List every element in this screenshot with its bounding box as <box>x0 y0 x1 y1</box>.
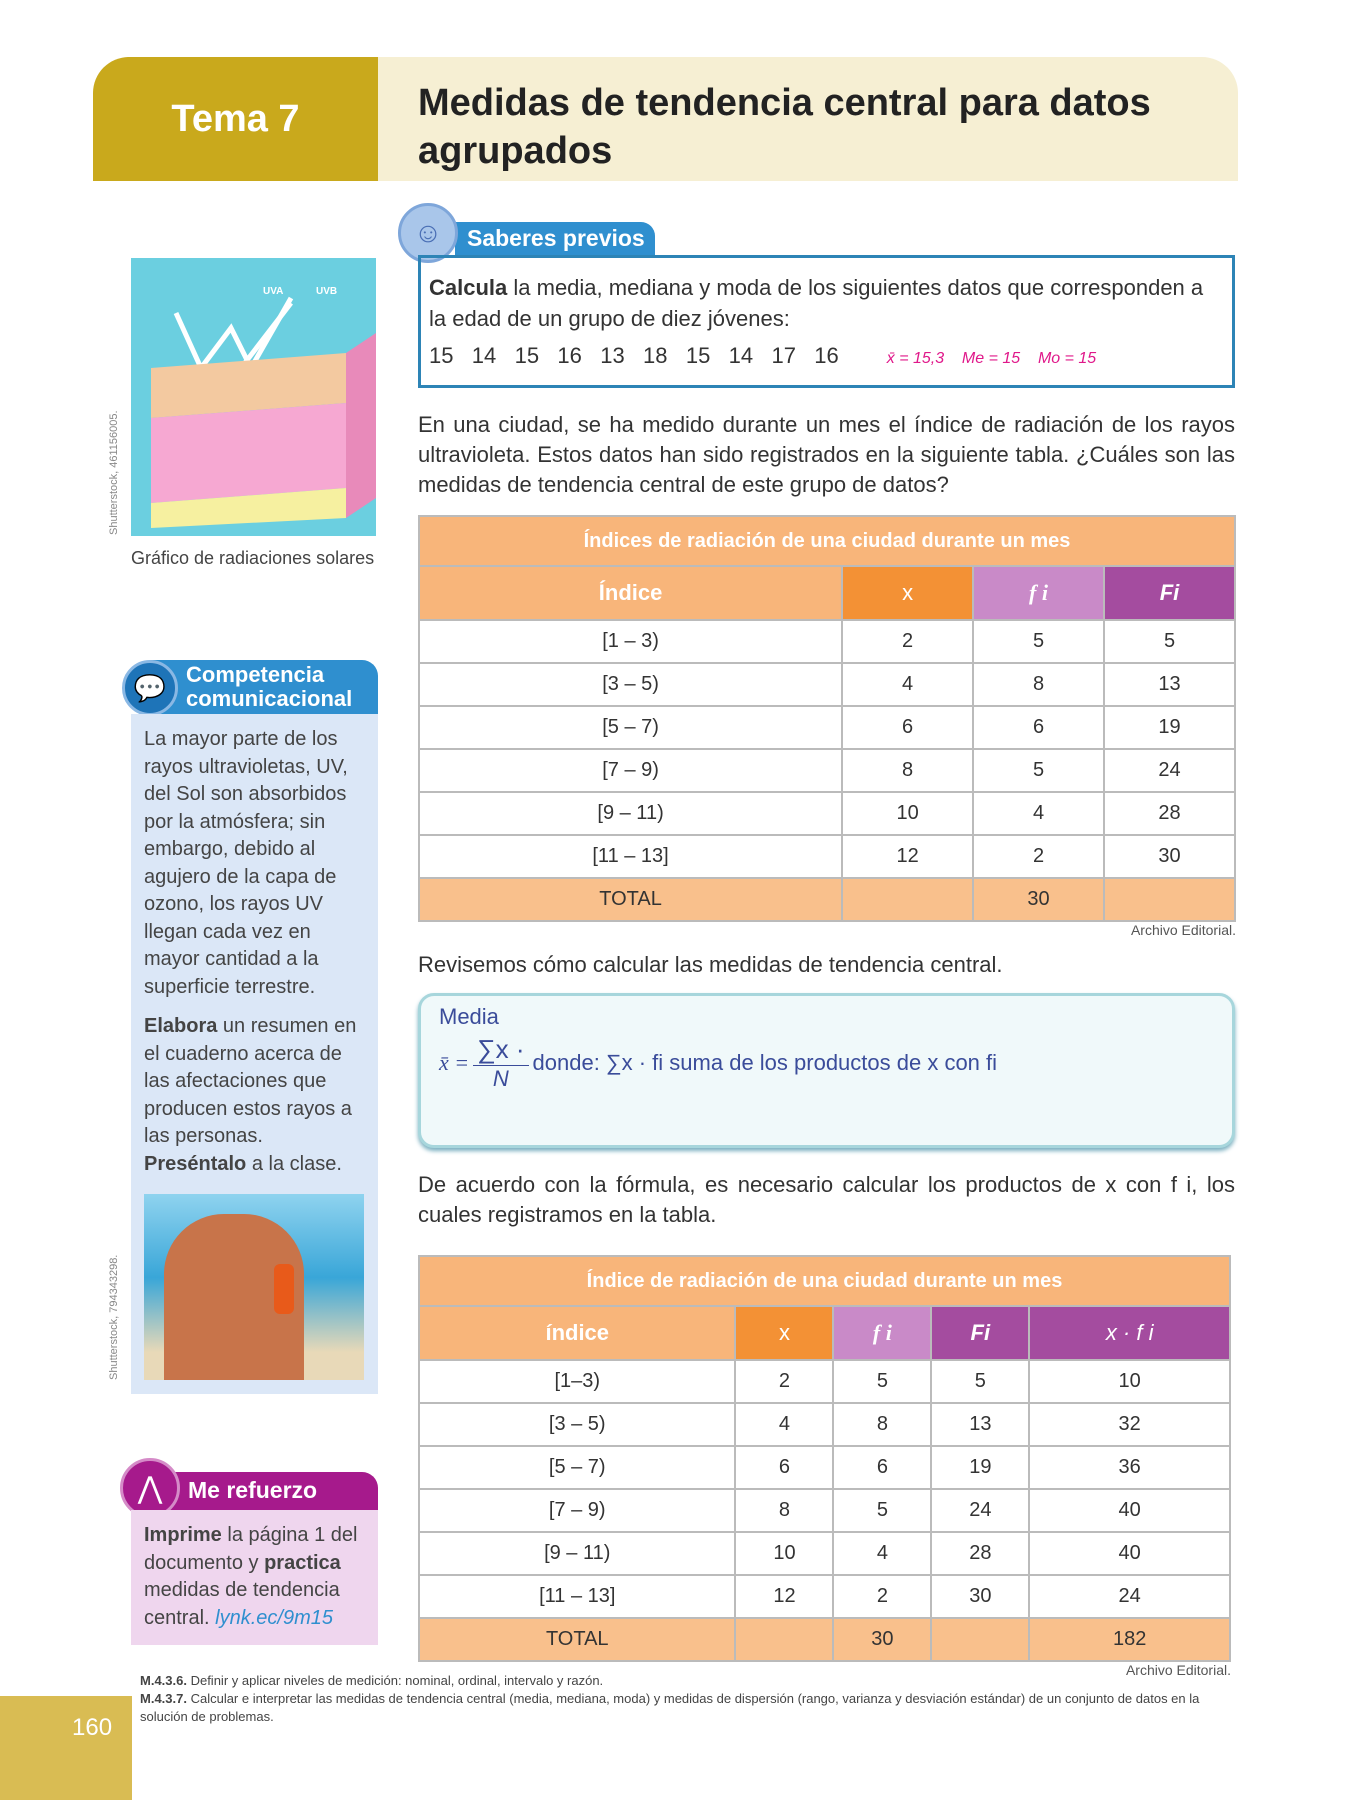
table-cell: 4 <box>735 1403 833 1446</box>
formula-lhs: x̄ = <box>439 1050 470 1075</box>
table-cell: [11 – 13] <box>419 835 842 878</box>
table-cell: 8 <box>735 1489 833 1532</box>
bold-verb: Preséntalo <box>144 1152 247 1175</box>
bold-verb: practica <box>264 1551 341 1574</box>
formula-denominator: N <box>492 1066 509 1091</box>
radiation-table-1 <box>418 515 1236 922</box>
formula-label: Media <box>439 1004 499 1029</box>
revisemos-text: Revisemos cómo calcular las medidas de tendencia central. <box>418 952 1003 977</box>
me-refuerzo-header: Me refuerzo <box>150 1472 378 1510</box>
table1-wrap <box>418 515 1236 938</box>
table-cell: 40 <box>1029 1489 1230 1532</box>
table-cell: [3 – 5) <box>419 663 842 706</box>
table-row <box>419 620 1235 663</box>
col-header: x <box>735 1306 833 1360</box>
me-refuerzo-box <box>131 1510 378 1645</box>
table-cell: 12 <box>735 1575 833 1618</box>
skin-layers-graphic <box>131 258 376 536</box>
skill-code: M.4.3.7. <box>140 1691 187 1706</box>
col-header: x · f i <box>1029 1306 1230 1360</box>
table-cell: 24 <box>931 1489 1029 1532</box>
data-values: 15 14 15 16 13 18 15 14 17 16 <box>429 343 839 368</box>
table-row <box>419 749 1235 792</box>
table-cell: 28 <box>1104 792 1235 835</box>
resource-link[interactable]: lynk.ec/9m15 <box>215 1606 333 1629</box>
page-title: Medidas de tendencia central para datos agrupados <box>378 57 1238 181</box>
competencia-header: Competencia comunicacional <box>150 660 378 714</box>
saberes-previos-tab: Saberes previos <box>455 222 655 256</box>
table-cell: 28 <box>931 1532 1029 1575</box>
uva-label: UVA <box>263 286 284 297</box>
table-cell: [7 – 9) <box>419 1489 735 1532</box>
paragraph-2: De acuerdo con la fórmula, es necesario calcular los productos de x con f i, los cuales registramos en la tabla. <box>418 1172 1235 1227</box>
photo-credit: Shutterstock, 794343298. <box>108 1254 120 1380</box>
table-cell: 10 <box>842 792 973 835</box>
bold-verb: Calcula <box>429 275 508 300</box>
image-caption: Gráfico de radiaciones solares <box>131 548 375 568</box>
page-number: 160 <box>0 1696 132 1800</box>
table-cell: 30 <box>973 878 1104 921</box>
competencia-box <box>131 714 378 1394</box>
table-cell: 32 <box>1029 1403 1230 1446</box>
skill-text: Calcular e interpretar las medidas de tendencia central (media, mediana, moda) y medidas de dispersión (rango, varianza y desviación estándar) de un conjunto de datos en la solución de problemas. <box>140 1691 1200 1724</box>
photo-credit: Shutterstock, 461156005. <box>108 410 120 535</box>
ref-text: medidas de tendencia central. <box>144 1579 340 1629</box>
task-text: un resumen en el cuaderno acerca de las afectaciones que producen estos rayos a las personas. <box>144 1015 357 1147</box>
table-cell: [9 – 11) <box>419 1532 735 1575</box>
table-cell: 2 <box>735 1360 833 1403</box>
source-note: Archivo Editorial. <box>1130 922 1236 938</box>
table-cell: 6 <box>842 706 973 749</box>
col-header: Fi <box>931 1306 1029 1360</box>
bold-verb: Elabora <box>144 1015 218 1037</box>
curriculum-footnotes <box>140 1672 1200 1726</box>
answers: x̄ = 15,3 Me = 15 Mo = 15 <box>886 350 1097 367</box>
topic-number: Tema 7 <box>93 57 378 181</box>
table-cell: [3 – 5) <box>419 1403 735 1446</box>
table-cell: 12 <box>842 835 973 878</box>
table-title: Índices de radiación de una ciudad durante un mes <box>419 516 1235 566</box>
table-cell: 30 <box>1104 835 1235 878</box>
table-cell: 10 <box>1029 1360 1230 1403</box>
total-row <box>419 1618 1230 1661</box>
table-row <box>419 835 1235 878</box>
table-cell: 19 <box>1104 706 1235 749</box>
competencia-text: La mayor parte de los rayos ultravioletas, UV, del Sol son absorbidos por la atmósfera; sin embargo, debido al agujero de la capa de ozono, los rayos UV llegan cada vez en mayor cantidad a la superficie terrestre. <box>144 728 348 998</box>
task-text: a la clase. <box>246 1152 342 1175</box>
table-cell: 30 <box>931 1575 1029 1618</box>
ref-text: la página 1 del documento y <box>144 1524 358 1574</box>
table-cell: [5 – 7) <box>419 706 842 749</box>
table-cell: 10 <box>735 1532 833 1575</box>
table-row <box>419 706 1235 749</box>
source-note: Archivo Editorial. <box>1125 1662 1231 1678</box>
table-title: Índice de radiación de una ciudad durante un mes <box>419 1256 1230 1306</box>
formula-numerator: ∑x · <box>473 1034 528 1066</box>
table-row <box>419 1446 1230 1489</box>
radiation-table-2 <box>418 1255 1231 1662</box>
table-cell: 5 <box>833 1360 931 1403</box>
table-cell: TOTAL <box>419 878 842 921</box>
table2-wrap <box>418 1255 1231 1678</box>
table-cell: 5 <box>931 1360 1029 1403</box>
col-header: x <box>842 566 973 620</box>
table-cell: [1–3) <box>419 1360 735 1403</box>
saberes-previos-box <box>418 255 1235 388</box>
solar-radiation-illustration <box>131 258 376 536</box>
skill-code: M.4.3.6. <box>140 1673 187 1688</box>
table-cell: [7 – 9) <box>419 749 842 792</box>
brain-icon: ☺ <box>398 203 458 263</box>
col-header: Índice <box>419 566 842 620</box>
table-row <box>419 663 1235 706</box>
table-cell: 2 <box>842 620 973 663</box>
table-cell: 24 <box>1104 749 1235 792</box>
table-cell: 13 <box>1104 663 1235 706</box>
table-cell: 19 <box>931 1446 1029 1489</box>
speech-bubbles-icon: 💬 <box>122 660 178 716</box>
bold-verb: Imprime <box>144 1524 222 1546</box>
intro-paragraph: En una ciudad, se ha medido durante un mes el índice de radiación de los rayos ultravioleta. Estos datos han sido registrados en la siguiente tabla. ¿Cuáles son las medidas de tendencia central de este grupo de datos? <box>418 412 1235 497</box>
table-row <box>419 1532 1230 1575</box>
sunscreen-photo <box>144 1194 364 1380</box>
table-row <box>419 792 1235 835</box>
table-cell <box>931 1618 1029 1661</box>
col-header: f i <box>973 566 1104 620</box>
table-cell: [11 – 13] <box>419 1575 735 1618</box>
table-cell: [9 – 11) <box>419 792 842 835</box>
table-cell: 6 <box>833 1446 931 1489</box>
table-cell: 5 <box>833 1489 931 1532</box>
table-cell: [1 – 3) <box>419 620 842 663</box>
table-cell: 4 <box>833 1532 931 1575</box>
table-cell: 182 <box>1029 1618 1230 1661</box>
table-row <box>419 1403 1230 1446</box>
col-header: f i <box>833 1306 931 1360</box>
table-cell: 40 <box>1029 1532 1230 1575</box>
table-cell: 30 <box>833 1618 931 1661</box>
table-cell: [5 – 7) <box>419 1446 735 1489</box>
col-header: índice <box>419 1306 735 1360</box>
table-cell: 6 <box>973 706 1104 749</box>
table-cell: 6 <box>735 1446 833 1489</box>
prompt-text: la media, mediana y moda de los siguientes datos que corresponden a la edad de un grupo de diez jóvenes: <box>429 275 1204 331</box>
table-cell: 4 <box>842 663 973 706</box>
table-cell: 5 <box>973 749 1104 792</box>
table-cell: 4 <box>973 792 1104 835</box>
formula-description: donde: ∑x · fi suma de los productos de x con fi <box>532 1050 998 1075</box>
media-formula-box <box>418 993 1235 1148</box>
table-cell: 13 <box>931 1403 1029 1446</box>
table-cell <box>842 878 973 921</box>
table-cell <box>735 1618 833 1661</box>
table-row <box>419 1489 1230 1532</box>
table-cell: 8 <box>973 663 1104 706</box>
refuerzo-icon: ⋀ <box>120 1458 180 1518</box>
table-cell: 5 <box>1104 620 1235 663</box>
table-cell: 2 <box>833 1575 931 1618</box>
table-cell: 36 <box>1029 1446 1230 1489</box>
table-row <box>419 1360 1230 1403</box>
table-cell <box>1104 878 1235 921</box>
table-cell: TOTAL <box>419 1618 735 1661</box>
table-cell: 8 <box>842 749 973 792</box>
table-cell: 24 <box>1029 1575 1230 1618</box>
table-cell: 5 <box>973 620 1104 663</box>
table-cell: 2 <box>973 835 1104 878</box>
skill-text: Definir y aplicar niveles de medición: nominal, ordinal, intervalo y razón. <box>186 1673 604 1688</box>
col-header: Fi <box>1104 566 1235 620</box>
uvb-label: UVB <box>316 286 338 297</box>
table-row <box>419 1575 1230 1618</box>
table-cell: 8 <box>833 1403 931 1446</box>
total-row <box>419 878 1235 921</box>
